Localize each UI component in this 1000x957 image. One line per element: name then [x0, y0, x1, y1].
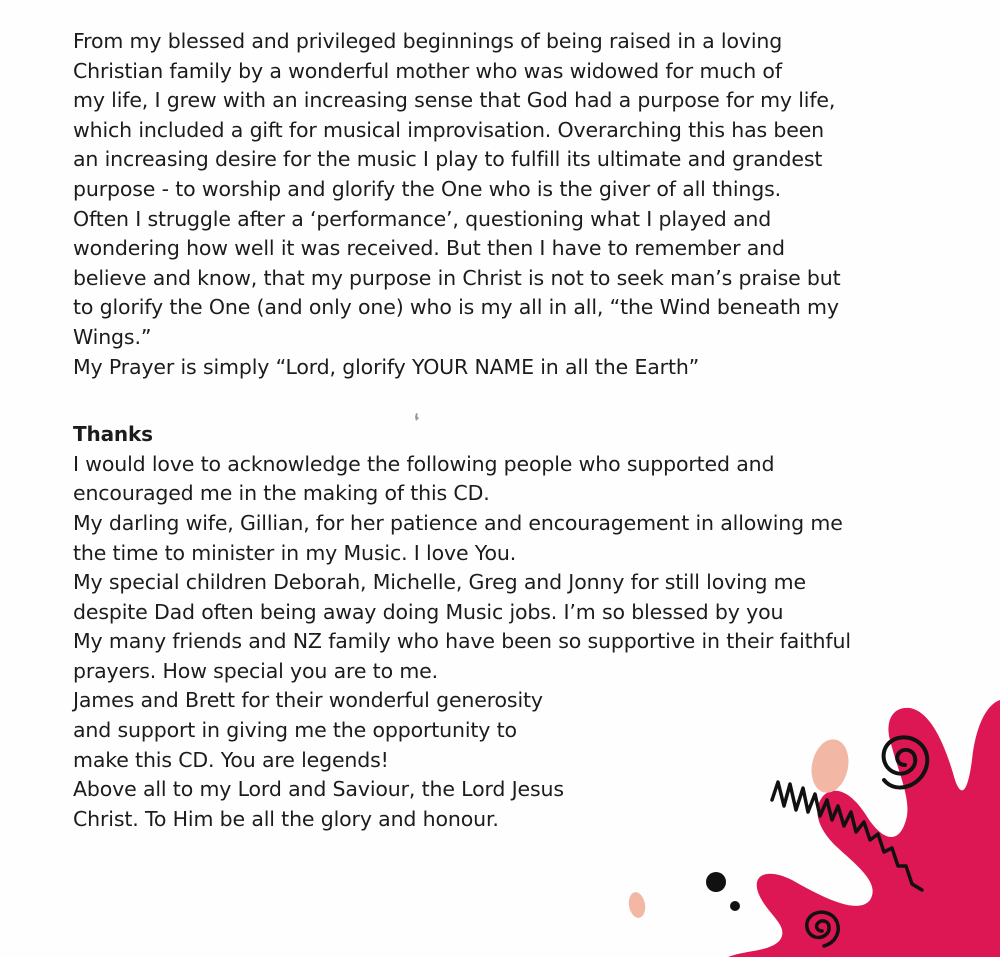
ink-speck-icon — [414, 412, 420, 422]
text-block — [73, 27, 953, 834]
thanks-line: and support in giving me the opportunity to — [73, 718, 517, 743]
thanks-line: Above all to my Lord and Saviour, the Lord Jesus — [73, 777, 564, 802]
thanks-line: My special children Deborah, Michelle, Greg and Jonny for still loving me — [73, 570, 806, 595]
thanks-line: My many friends and NZ family who have been so supportive in their faithful — [73, 629, 851, 654]
intro-line: Often I struggle after a ‘performance’, questioning what I played and — [73, 206, 772, 231]
thanks-line: prayers. How special you are to me. — [73, 658, 438, 683]
intro-line: wondering how well it was received. But then I have to remember and — [73, 236, 785, 261]
intro-line: my life, I grew with an increasing sense that God had a purpose for my life, — [73, 88, 836, 113]
thanks-line: the time to minister in my Music. I love You. — [73, 540, 517, 565]
peach-spot-icon — [627, 891, 647, 919]
intro-line: My Prayer is simply “Lord, glorify YOUR NAME in all the Earth” — [73, 354, 700, 379]
thanks-heading: Thanks — [73, 422, 153, 447]
spiral-icon — [807, 912, 838, 946]
thanks-line: My darling wife, Gillian, for her patience and encouragement in allowing me — [73, 510, 843, 535]
intro-line: Wings.” — [73, 324, 152, 349]
black-dot-icon — [730, 901, 740, 911]
intro-line: From my blessed and privileged beginnings of being raised in a loving — [73, 29, 783, 53]
black-dot-icon — [706, 872, 726, 892]
thanks-line: encouraged me in the making of this CD. — [73, 481, 490, 506]
thanks-line: I would love to acknowledge the following people who supported and — [73, 451, 775, 476]
thanks-line: despite Dad often being away doing Music jobs. I’m so blessed by you — [73, 599, 784, 624]
thanks-line: make this CD. You are legends! — [73, 747, 389, 772]
section-spacer — [73, 382, 953, 412]
intro-line: to glorify the One (and only one) who is my all in all, “the Wind beneath my — [73, 295, 839, 320]
intro-line: believe and know, that my purpose in Christ is not to seek man’s praise but — [73, 265, 841, 290]
intro-line: which included a gift for musical improvisation. Overarching this has been — [73, 117, 825, 142]
thanks-line: Christ. To Him be all the glory and honour. — [73, 806, 499, 831]
intro-line: Christian family by a wonderful mother who was widowed for much of — [73, 58, 782, 83]
intro-line: an increasing desire for the music I play to fulfill its ultimate and grandest — [73, 147, 823, 172]
thanks-line: James and Brett for their wonderful generosity — [73, 688, 543, 713]
intro-line: purpose - to worship and glorify the One who is the giver of all things. — [73, 176, 781, 201]
